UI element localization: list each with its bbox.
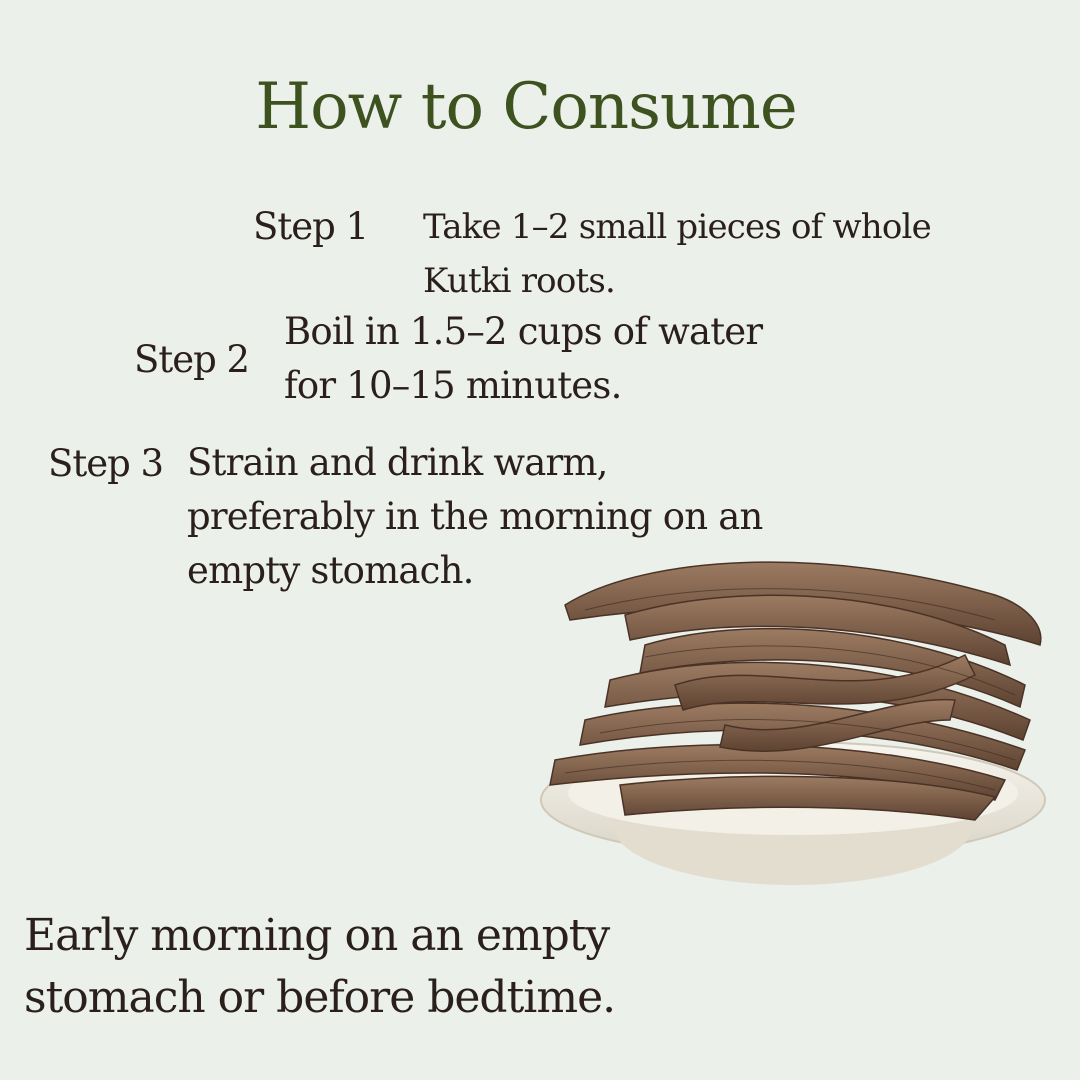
footer-note: Early morning on an empty stomach or before bedtime. [24,910,616,1023]
step-2-text: Boil in 1.5–2 cups of water for 10–15 minutes. [284,310,763,407]
page-title: How to Consume [255,70,797,144]
kutki-roots-plate-image [525,535,1065,895]
step-2-label: Step 2 [134,338,250,381]
step-3-text: Strain and drink warm, preferably in the morning on an empty stomach. [187,441,763,592]
step-1-label: Step 1 [253,205,369,248]
step-1-text: Take 1–2 small pieces of whole Kutki roots. [423,207,931,301]
step-3-label: Step 3 [48,442,164,485]
